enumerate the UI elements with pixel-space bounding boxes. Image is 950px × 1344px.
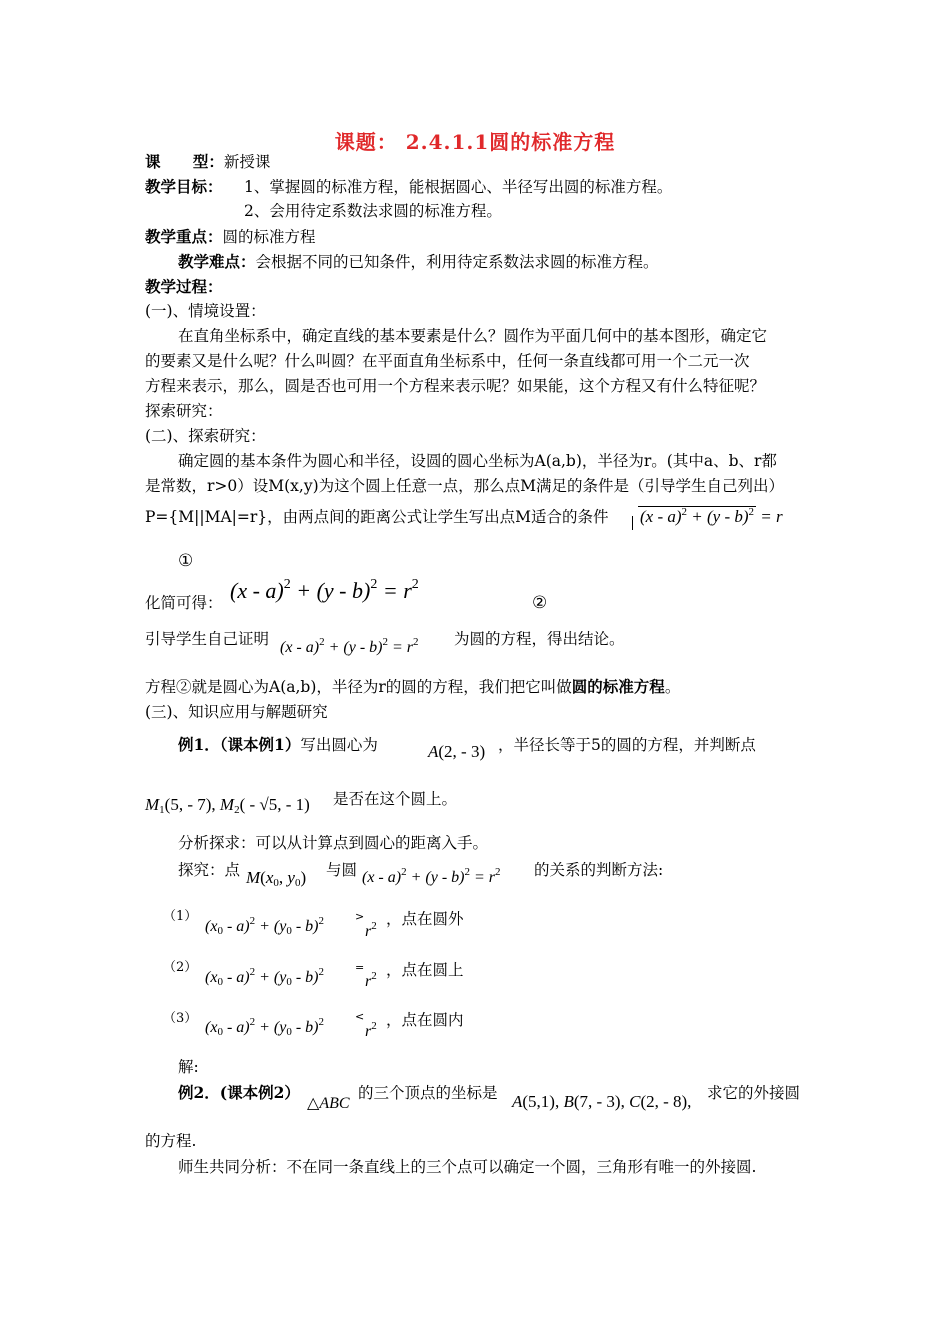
case-3-lhs: $(x_0 - a)^2 + (y_0 - b)^2$: [205, 1016, 324, 1038]
conclusion-term: 圆的标准方程: [571, 677, 665, 696]
equation-mark-1: ①: [178, 551, 194, 571]
example-2-text-3: 的方程.: [145, 1132, 197, 1150]
point-m-formula: $M(x_0$, $y_0$): [246, 868, 307, 889]
case-1-text: ，点在圆外: [386, 910, 464, 928]
case-2-text: ，点在圆上: [386, 961, 464, 979]
section-2-heading: (二)、探索研究：: [145, 427, 266, 445]
standard-equation-formula: $(x - a)^2 + (y - b)^2 = r^2$: [230, 577, 419, 603]
explore-text-post: 的关系的判断方法:: [534, 861, 664, 879]
vertices-formula: A(5,1), B(7, - 3), C(2, - 8),: [512, 1092, 692, 1111]
section-1-para-line-2: 的要素又是什么呢？什么叫圆？在平面直角坐标系中，任何一条直线都可用一个二元一次: [145, 352, 750, 370]
section-1-heading: (一)、情境设置：: [145, 302, 266, 320]
lesson-type-row: [145, 151, 270, 173]
analysis-text: 分析探求：可以从计算点到圆心的距离入手。: [178, 834, 489, 852]
section-3-heading: (三)、知识应用与解题研究: [145, 703, 328, 721]
example-2-analysis: 师生共同分析：不在同一条直线上的三个点可以确定一个圆，三角形有唯一的外接圆.: [178, 1158, 757, 1176]
distance-condition-formula: (x - a)$^2$ + (y - b)$^2$ = r: [626, 506, 783, 527]
section-2-para-line-1: 确定圆的基本条件为圆心和半径，设圆的圆心坐标为A(a,b)，半径为r。(其中a、b、r都: [178, 452, 777, 470]
example-1-text-2: ，半径长等于5的圆的方程，并判断点: [498, 736, 756, 754]
case-1-sign: >: [355, 910, 365, 923]
example-1-label: 例1．（课本例1）: [178, 735, 301, 754]
example-1-text-3: 是否在这个圆上。: [333, 790, 458, 808]
case-1-number: （1）: [163, 909, 198, 924]
objectives-label: 教学目标：: [145, 177, 223, 196]
section-1-para-line-4: 探索研究：: [145, 402, 223, 420]
example-1-line-1: [178, 734, 378, 756]
lesson-type-value: 新授课: [223, 153, 271, 171]
case-2-sign: =: [355, 961, 365, 974]
simplify-label: 化简可得：: [145, 594, 223, 612]
key-point-row: [145, 226, 316, 248]
center-point-formula: A(2, - 3): [428, 742, 486, 761]
section-2-para-line-3: P={M||MA|=r}，由两点间的距离公式让学生写出点M适合的条件: [145, 508, 609, 526]
example-2-text-1: 的三个顶点的坐标是: [358, 1084, 498, 1102]
case-2-rhs: $r^2$: [365, 970, 377, 990]
solution-label: 解:: [178, 1058, 199, 1076]
section-2-para-line-2: 是常数，r>0）设M(x,y)为这个圆上任意一点，那么点M满足的条件是（引导学生自己列出）: [145, 477, 785, 495]
case-3-rhs: $r^2$: [365, 1020, 377, 1040]
conclusion-line: [145, 676, 680, 698]
example-2-label: 例2．(课本例2）: [178, 1083, 300, 1102]
case-3-sign: <: [355, 1010, 365, 1023]
objective-item-1: 1、掌握圆的标准方程，能根据圆心、半径写出圆的标准方程。: [244, 178, 673, 196]
difficulty-value: 会根据不同的已知条件，利用待定系数法求圆的标准方程。: [255, 253, 659, 271]
difficulty-row: [178, 251, 659, 273]
test-points-formula: $M_1(5$, - 7), $M_2( - √5$, - 1): [145, 795, 310, 816]
difficulty-label: 教学难点：: [178, 252, 256, 271]
example-1-text-1: 写出圆心为: [300, 736, 378, 754]
page-title: 课题： 2.4.1.1圆的标准方程: [334, 130, 616, 154]
conclusion-text: 方程②就是圆心为A(a,b)，半径为r的圆的方程，我们把它叫做: [145, 678, 572, 696]
case-1-rhs: $r^2$: [365, 920, 377, 940]
case-3-text: ，点在圆内: [386, 1011, 464, 1029]
conclusion-end: 。: [664, 678, 681, 696]
prove-formula: $(x - a)^2 + (y - b)^2 = r^2$: [280, 636, 419, 656]
case-3-number: （3）: [163, 1011, 198, 1026]
equation-mark-2: ②: [532, 593, 548, 613]
explore-text-mid: 与圆: [326, 861, 358, 879]
section-1-para-line-1: 在直角坐标系中，确定直线的基本要素是什么？圆作为平面几何中的基本图形，确定它: [178, 327, 768, 345]
lesson-type-label: 课 型：: [145, 152, 224, 171]
objective-item-2: 2、会用待定系数法求圆的标准方程。: [244, 202, 502, 220]
circle-equation-formula: $(x - a)^2 + (y - b)^2 = r^2$: [362, 866, 501, 886]
explore-text-pre: 探究：点: [178, 861, 241, 879]
prove-text-post: 为圆的方程，得出结论。: [454, 630, 625, 648]
section-1-para-line-3: 方程来表示，那么，圆是否也可用一个方程来表示呢？如果能，这个方程又有什么特征呢？: [145, 377, 766, 395]
process-label: 教学过程：: [145, 277, 223, 296]
triangle-abc-formula: △ABC: [307, 1095, 350, 1112]
objectives-row: [145, 176, 223, 198]
example-2-text-2: 求它的外接圆: [707, 1084, 801, 1102]
key-point-value: 圆的标准方程: [222, 228, 316, 246]
key-point-label: 教学重点：: [145, 227, 223, 246]
case-1-lhs: $(x_0 - a)^2 + (y_0 - b)^2$: [205, 915, 324, 937]
case-2-number: （2）: [163, 960, 198, 975]
case-2-lhs: $(x_0 - a)^2 + (y_0 - b)^2$: [205, 966, 324, 988]
prove-text-pre: 引导学生自己证明: [145, 630, 270, 648]
